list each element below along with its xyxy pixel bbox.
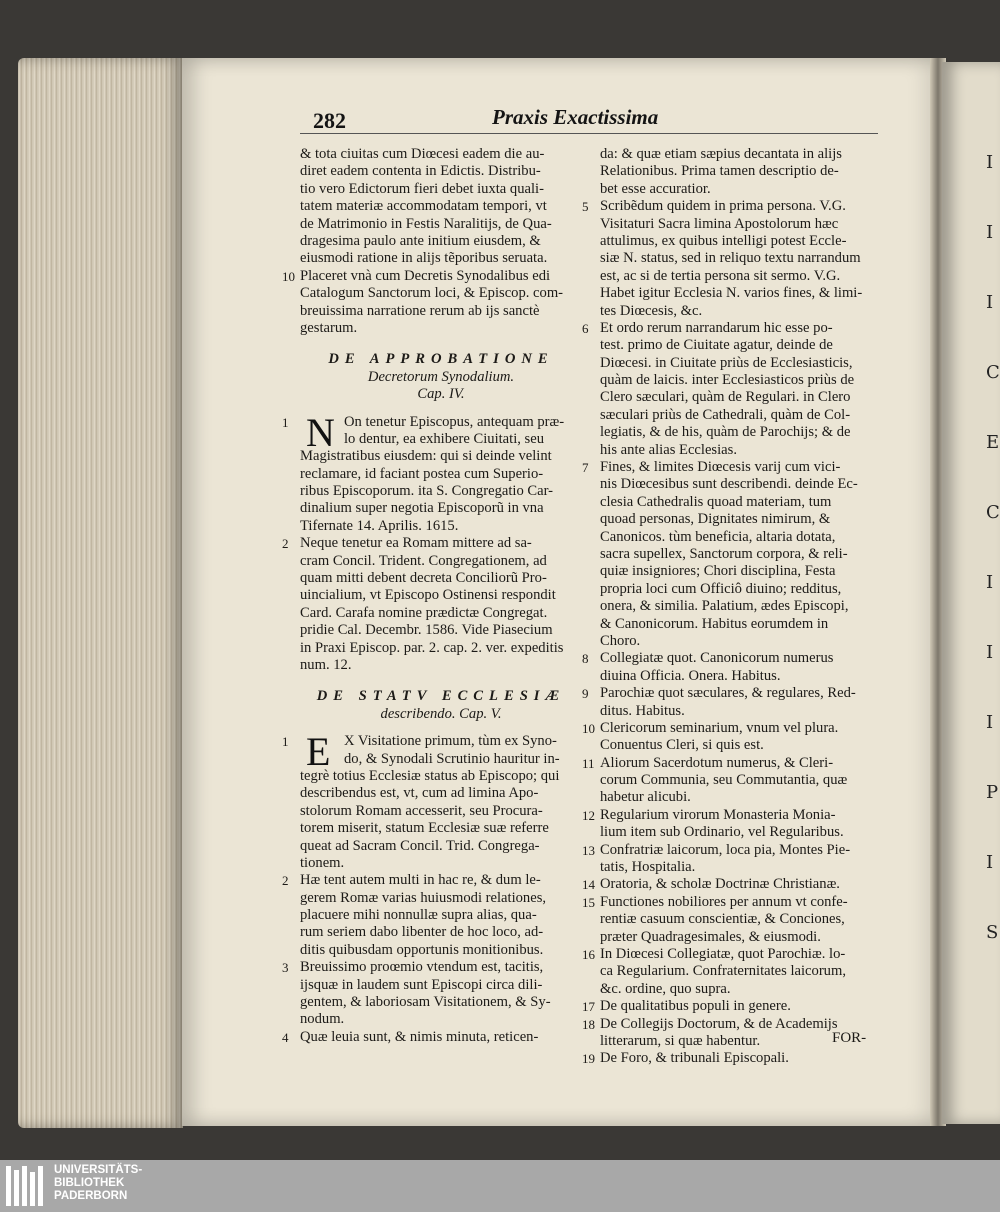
left-column-text	[282, 146, 582, 337]
text-line	[300, 570, 582, 587]
line-text: stolorum Romam accesserit, seu Procura-	[300, 802, 543, 819]
line-text: Scribẽdum quidem in prima persona. V.G.	[600, 198, 846, 215]
text-line	[300, 163, 582, 180]
right-page-letter: I	[986, 712, 994, 733]
line-text: tes Diœcesis, &c.	[600, 302, 703, 319]
text-line	[600, 981, 885, 998]
paragraph-number: 2	[282, 536, 289, 552]
line-text: & Canonicorum. Habitus eorumdem in	[600, 615, 829, 632]
line-text: ditis quibusdam opportunis monitionibus.	[300, 941, 544, 958]
line-text: describendus est, vt, cum ad limina Apo-	[300, 785, 539, 802]
text-line	[582, 998, 885, 1015]
text-line	[300, 250, 582, 267]
text-line	[300, 785, 582, 802]
text-line	[600, 789, 885, 806]
text-line	[300, 622, 582, 639]
line-text: habetur alicubi.	[600, 789, 691, 806]
line-text: præter Quadragesimales, & eiusmodi.	[600, 928, 821, 945]
text-line	[600, 216, 885, 233]
text-line	[600, 337, 885, 354]
paragraph-number: 13	[582, 842, 595, 858]
text-line	[300, 838, 582, 855]
line-text: ditus. Habitus.	[600, 702, 685, 719]
paragraph-number: 18	[582, 1016, 595, 1032]
section-4-chapter: Cap. IV.	[417, 386, 465, 403]
line-text: onera, & similia. Palatium, ædes Episcopi,	[600, 598, 849, 615]
line-text: Collegiatæ quot. Canonicorum numerus	[600, 650, 834, 667]
line-text: Breuissimo proœmio vtendum est, tacitis,	[300, 959, 544, 976]
right-page-letter: I	[986, 152, 994, 173]
line-text: attulimus, ex quibus intelligi potest Eccle-	[600, 232, 847, 249]
page-number: 282	[313, 108, 346, 133]
line-text: gestarum.	[300, 319, 358, 336]
line-text: Functiones nobiliores per annum vt confe-	[600, 893, 848, 910]
line-text: Parochiæ quot sæculares, & regulares, Red-	[600, 685, 856, 702]
text-line	[600, 668, 885, 685]
section-5-subtitle: describendo. Cap. V.	[380, 705, 502, 722]
text-line	[600, 268, 885, 285]
running-title: Praxis Exactissima	[492, 105, 659, 129]
text-line	[582, 198, 885, 215]
line-text: clesia Cathedralis quoad materiam, tum	[600, 493, 832, 510]
line-text: nis Diœcesibus sunt describendi. deinde Ec-	[600, 476, 858, 493]
library-name-line-2: BIBLIOTHEK	[54, 1177, 125, 1189]
line-text: tio vero Edictorum fieri debet iuxta quali-	[300, 180, 544, 197]
section-4-title: DE APPROBATIONE	[328, 351, 554, 368]
line-text: gentem, & laboriosam Visitationem, & Sy-	[300, 994, 551, 1011]
line-text: uincialium, vt Episcopo Ostinensi respondit	[300, 587, 556, 604]
text-line	[600, 146, 885, 163]
text-line	[300, 657, 582, 674]
right-page-letter: P	[986, 782, 999, 803]
text-line	[582, 685, 885, 702]
text-line	[582, 319, 885, 337]
text-line	[300, 855, 582, 872]
text-line	[300, 320, 582, 337]
paragraph-number: 8	[582, 651, 589, 667]
line-text: his ante alias Ecclesias.	[600, 441, 737, 458]
line-text: tatem materiæ accommodatam tempori, vt	[300, 198, 547, 215]
line-text: Relationibus. Prima tamen descriptio de-	[600, 163, 839, 180]
text-line	[600, 424, 885, 441]
line-text: Neque tenetur ea Romam mittere ad sa-	[300, 535, 532, 552]
text-line	[300, 518, 582, 535]
text-line	[600, 511, 885, 528]
text-line	[600, 563, 885, 580]
line-text: corum Communia, seu Commutantia, quæ	[600, 772, 848, 789]
text-line	[582, 1050, 885, 1067]
line-text: Conuentus Cleri, si quis est.	[600, 737, 764, 754]
line-text: litterarum, si quæ habentur.	[600, 1032, 761, 1049]
text-line	[300, 605, 582, 622]
line-text: rum seriem dabo libenter de hoc loco, ad-	[300, 924, 544, 941]
line-text: placuere mihi nonnullæ supra alias, qua-	[300, 907, 537, 924]
text-line	[600, 737, 885, 754]
text-line	[600, 233, 885, 250]
line-text: sacra supellex, Sanctorum corpora, & reli-	[600, 545, 848, 562]
text-line	[600, 494, 885, 511]
line-text: torem miserit, statum Ecclesiæ suæ referre	[300, 820, 549, 837]
paragraph-number: 5	[582, 199, 589, 215]
line-text: ijsquæ in laudem sunt Episcopi circa dili-	[300, 976, 543, 993]
library-logo-icon	[6, 1166, 46, 1206]
line-text: Et ordo rerum narrandarum hic esse po-	[600, 319, 833, 336]
line-text: tatis, Hospitalia.	[600, 859, 696, 876]
right-page-letter: I	[986, 572, 994, 593]
text-line	[300, 768, 582, 785]
catchword: FOR-	[832, 1030, 867, 1046]
text-line	[600, 859, 885, 876]
line-text: queat ad Sacram Concil. Trid. Congrega-	[300, 837, 540, 854]
paragraph-number: 12	[582, 807, 595, 823]
text-line	[600, 442, 885, 459]
text-line	[600, 581, 885, 598]
paragraph-number: 16	[582, 946, 595, 962]
text-line	[300, 890, 582, 907]
line-text: siæ N. status, sed in reliquo textu narrandum	[600, 250, 861, 267]
line-text: propria loci cum Officiô diuino; redditus,	[600, 580, 842, 597]
right-page-letter: C	[986, 502, 1000, 523]
text-line	[600, 303, 885, 320]
text-line	[600, 181, 885, 198]
line-text: Tifernate 14. Aprilis. 1615.	[300, 517, 459, 534]
line-text: quam mitti debent decreta Conciliorũ Pro-	[300, 570, 547, 587]
line-text: tionem.	[300, 854, 345, 871]
line-text: cram Concil. Trident. Congregationem, ad	[300, 552, 547, 569]
text-line	[300, 907, 582, 924]
line-text: dragesima paulo ante initium eiusdem, &	[300, 232, 541, 249]
line-text: dinalium super negotia Episcoporũ in vna	[300, 500, 544, 517]
text-line	[582, 754, 885, 772]
line-text: Clero sæculari, quàm de Regulari. in Clero	[600, 389, 851, 406]
text-line	[300, 483, 582, 500]
text-line	[300, 198, 582, 215]
line-text: Placeret vnà cum Decretis Synodalibus edi	[300, 267, 551, 284]
text-line	[300, 233, 582, 250]
section-4-subtitle: Decretorum Synodalium.	[367, 368, 515, 385]
text-line	[600, 285, 885, 302]
right-page-letter: I	[986, 852, 994, 873]
line-text: lium item sub Ordinario, vel Regularibus.	[600, 824, 844, 841]
right-page-fragment	[942, 62, 1000, 1124]
line-text: est, ac si de tertia persona sit sermo. V.G.	[600, 267, 841, 284]
paragraph-number: 2	[282, 873, 289, 889]
text-line	[300, 448, 582, 465]
line-text: lo dentur, ea exhibere Ciuitati, seu	[344, 430, 545, 447]
line-text: Magistratibus eiusdem: qui si deinde velint	[300, 448, 552, 465]
line-text: Choro.	[600, 632, 641, 649]
line-text: Card. Carafa nomine prædictæ Congregat.	[300, 604, 548, 621]
text-line	[300, 977, 582, 994]
right-page-letter: S	[986, 922, 999, 943]
library-name-line-3: PADERBORN	[54, 1190, 128, 1202]
left-column	[282, 146, 582, 1046]
paragraph-number: 14	[582, 877, 595, 893]
paragraph-number: 1	[282, 734, 289, 750]
line-text: On tenetur Episcopus, antequam præ-	[344, 413, 565, 430]
paragraph-number: 10	[282, 268, 295, 284]
section-5-body	[282, 729, 582, 1046]
line-text: ca Regularium. Confraternitates laicorum,	[600, 963, 846, 980]
right-page-letter: E	[986, 432, 1000, 453]
line-text: & tota ciuitas cum Diœcesi eadem die au-	[300, 146, 545, 162]
library-name-line-1: UNIVERSITÄTS-	[54, 1164, 143, 1176]
text-line	[582, 876, 885, 893]
text-line	[282, 535, 582, 552]
line-text: Canonicos. tùm beneficia, altaria dotata,	[600, 528, 836, 545]
text-line	[300, 751, 582, 768]
text-line	[300, 431, 582, 448]
line-text: Confratriæ laicorum, loca pia, Montes Pie-	[600, 841, 851, 858]
text-line	[300, 924, 582, 941]
text-line	[600, 963, 885, 980]
paragraph-number: 6	[582, 320, 589, 336]
paragraph-number: 19	[582, 1051, 595, 1067]
line-text: eiusmodi ratione in alijs tẽporibus seruata.	[300, 250, 548, 267]
text-line	[600, 598, 885, 615]
line-text: &c. ordine, quo supra.	[600, 980, 731, 997]
text-line	[600, 824, 885, 841]
text-line	[600, 911, 885, 928]
line-text: test. primo de Ciuitate agatur, deinde de	[600, 337, 833, 354]
drop-capital: E	[306, 729, 331, 775]
paragraph-number: 15	[582, 894, 595, 910]
paragraph-number: 7	[582, 460, 589, 476]
text-line	[582, 459, 885, 476]
text-line	[600, 163, 885, 180]
paragraph-number: 17	[582, 999, 595, 1015]
line-text: pridie Cal. Decembr. 1586. Vide Piasecium	[300, 622, 553, 639]
line-text: da: & quæ etiam sæpius decantata in alijs	[600, 146, 842, 162]
line-text: Oratoria, & scholæ Doctrinæ Christianæ.	[600, 876, 840, 893]
text-line	[300, 587, 582, 604]
line-text: De Foro, & tribunali Episcopali.	[600, 1050, 789, 1067]
line-text: Habet igitur Ecclesia N. varios fines, & limi-	[600, 285, 863, 302]
text-line	[300, 181, 582, 198]
text-line	[282, 1028, 582, 1046]
line-text: Regularium virorum Monasteria Monia-	[600, 806, 836, 823]
right-column	[582, 146, 885, 1068]
line-text: De qualitatibus populi in genere.	[600, 998, 791, 1015]
paragraph-number: 9	[582, 686, 589, 702]
line-text: bet esse accuratior.	[600, 180, 711, 197]
text-line	[582, 806, 885, 824]
text-line	[600, 546, 885, 563]
library-footer	[0, 1160, 1000, 1212]
text-line	[300, 216, 582, 233]
line-text: nodum.	[300, 1011, 345, 1028]
line-text: sæculari priùs de Cathedrali, quàm de Col-	[600, 406, 851, 423]
line-text: rentiæ casuum conscientiæ, & Conciones,	[600, 911, 845, 928]
line-text: diuina Officia. Onera. Habitus.	[600, 667, 781, 684]
text-line	[582, 893, 885, 911]
line-text: quoad personas, Dignitates nimirum, &	[600, 511, 831, 528]
text-line	[600, 389, 885, 406]
text-line	[600, 407, 885, 424]
paragraph-number: 4	[282, 1029, 289, 1045]
library-name	[54, 1164, 142, 1203]
line-text: Quæ leuia sunt, & nimis minuta, reticen-	[300, 1028, 539, 1045]
text-line	[300, 942, 582, 959]
line-text: In Diœcesi Collegiatæ, quot Parochiæ. lo-	[600, 945, 846, 962]
line-text: Visitaturi Sacra limina Apostolorum hæc	[600, 215, 839, 232]
right-page-letter: I	[986, 642, 994, 663]
text-line	[282, 267, 582, 285]
text-line	[582, 945, 885, 963]
text-line	[300, 500, 582, 517]
text-line	[300, 285, 582, 302]
text-line	[600, 529, 885, 546]
text-line	[600, 372, 885, 389]
line-text: diret eadem contenta in Edictis. Distribu-	[300, 163, 541, 180]
line-text: quiæ insigniores; Chori disciplina, Festa	[600, 563, 836, 580]
line-text: gerem Romæ varias huiusmodi relationes,	[300, 889, 547, 906]
text-line	[600, 703, 885, 720]
paragraph-number: 3	[282, 960, 289, 976]
section-5-title: DE STATV ECCLESIÆ	[316, 688, 566, 705]
text-line	[582, 841, 885, 859]
right-page-letter: C	[986, 362, 1000, 383]
text-line	[600, 476, 885, 493]
line-text: Clericorum seminarium, vnum vel plura.	[600, 719, 839, 736]
text-line	[300, 820, 582, 837]
section-4-body	[282, 409, 582, 675]
text-line	[600, 616, 885, 633]
line-text: quàm de laicis. inter Ecclesiasticos priùs de	[600, 372, 855, 389]
line-text: legiatis, & de his, quàm de Parochijs; & de	[600, 424, 851, 441]
text-line	[300, 146, 582, 163]
text-line	[300, 553, 582, 570]
line-text: Diœcesi. in Ciuitate priùs de Ecclesiasticis,	[600, 354, 853, 371]
text-line	[300, 803, 582, 820]
line-text: in Praxi Episcop. par. 2. cap. 2. ver. expeditis	[300, 639, 564, 656]
line-text: do, & Synodali Scrutinio hauritur in-	[344, 750, 560, 767]
line-text: Catalogum Sanctorum loci, & Episcop. com-	[300, 285, 564, 302]
paragraph-number: 11	[582, 755, 595, 771]
text-line	[600, 929, 885, 946]
text-line	[300, 1011, 582, 1028]
text-line	[300, 303, 582, 320]
text-line	[582, 650, 885, 667]
text-line	[600, 772, 885, 789]
text-line	[582, 719, 885, 737]
text-line	[282, 872, 582, 889]
paragraph-number: 1	[282, 414, 289, 430]
line-text: Hæ tent autem multi in hac re, & dum le-	[300, 872, 541, 889]
line-text: breuissima narratione rerum ab ijs sanctè	[300, 302, 540, 319]
text-line	[300, 466, 582, 483]
right-page-letter: I	[986, 222, 994, 243]
line-text: De Collegijs Doctorum, & de Academijs	[600, 1015, 838, 1032]
text-line	[300, 994, 582, 1011]
right-page-letter: I	[986, 292, 994, 313]
line-text: tegrè totius Ecclesiæ status ab Episcopo; qui	[300, 767, 560, 784]
line-text: reclamare, id faciant postea cum Superio-	[300, 465, 544, 482]
text-line	[282, 959, 582, 976]
text-line	[600, 633, 885, 650]
line-text: de Matrimonio in Festis Naralitijs, de Qua-	[300, 215, 552, 232]
text-line	[600, 355, 885, 372]
line-text: ribus Episcoporum. ita S. Congregatio Car-	[300, 483, 554, 500]
drop-capital: N	[306, 409, 335, 455]
line-text: X Visitatione primum, tùm ex Syno-	[344, 733, 557, 750]
header-rule	[300, 133, 878, 134]
book-page-edges	[18, 58, 183, 1128]
text-line	[300, 640, 582, 657]
text-line	[600, 250, 885, 267]
paragraph-number: 10	[582, 720, 595, 736]
line-text: Aliorum Sacerdotum numerus, & Cleri-	[600, 754, 834, 771]
line-text: num. 12.	[300, 656, 352, 673]
line-text: Fines, & limites Diœcesis varij cum vici-	[600, 459, 841, 476]
